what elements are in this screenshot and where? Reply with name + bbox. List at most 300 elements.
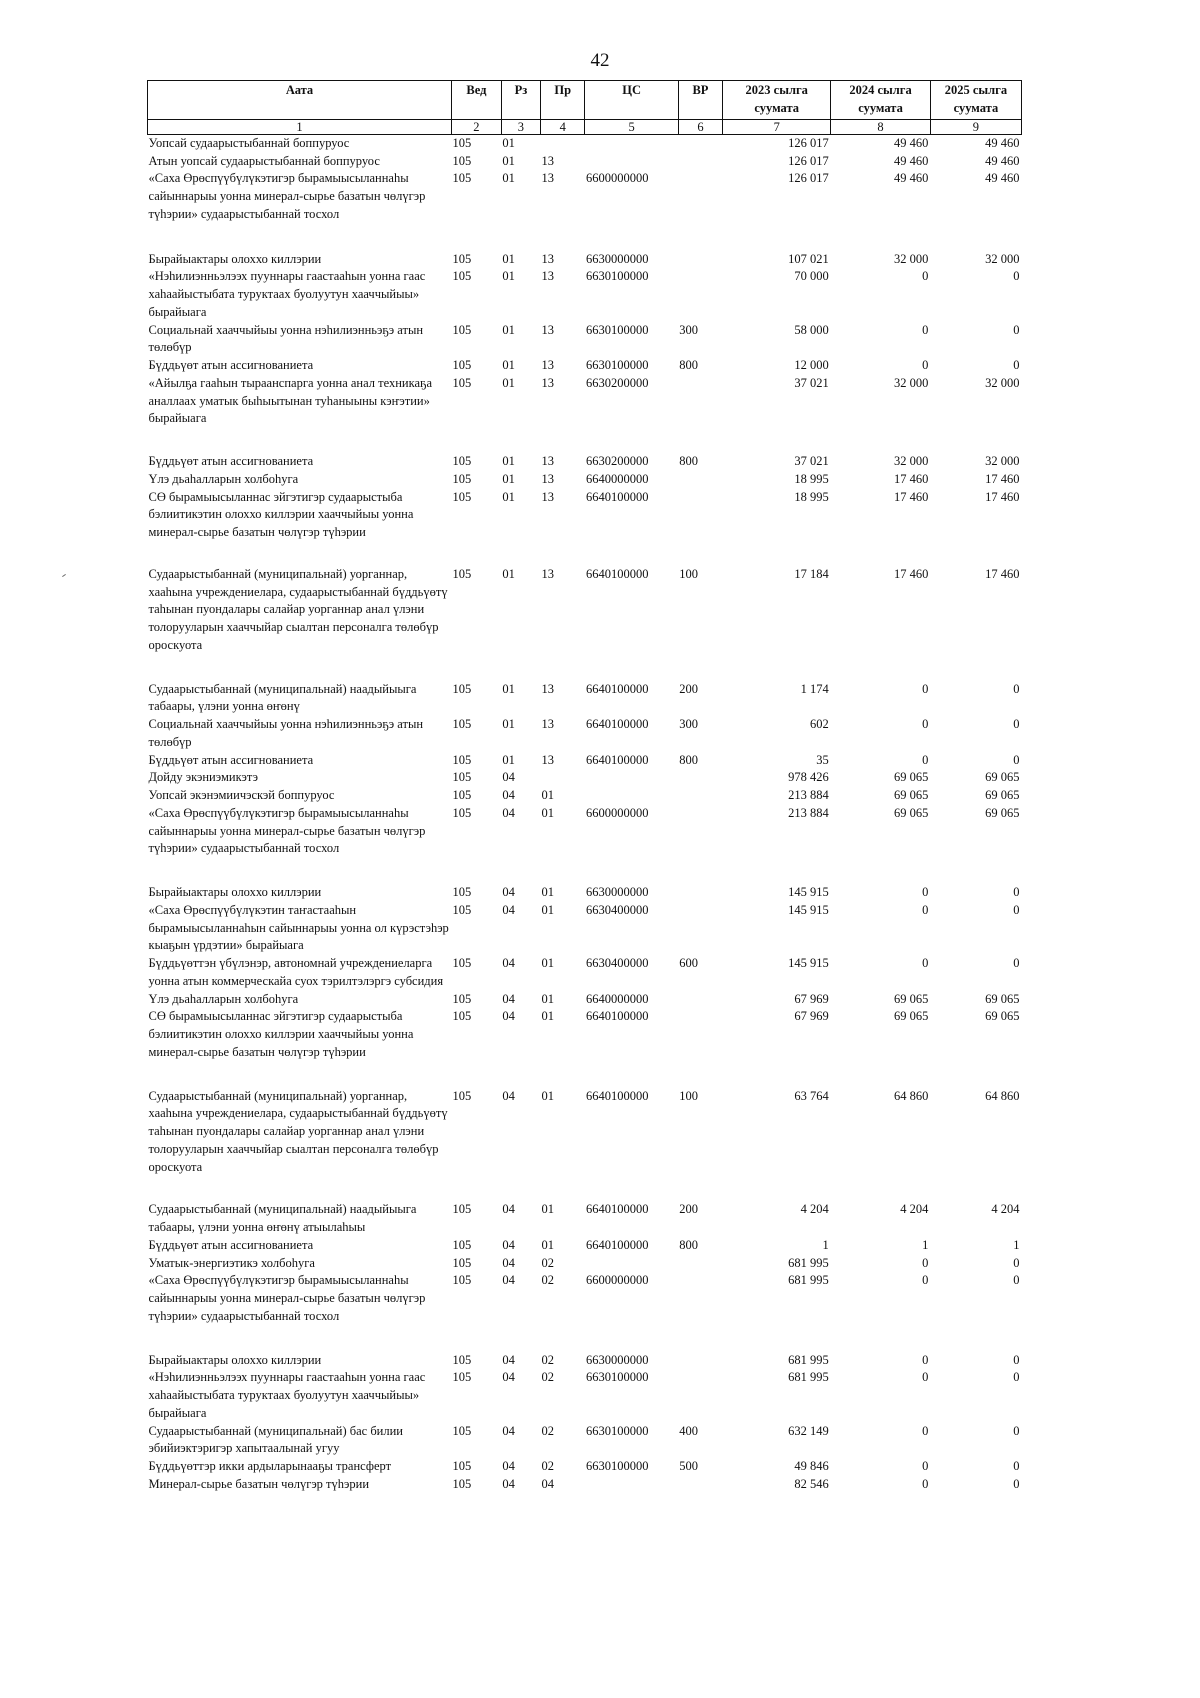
amount-2023: 681 995 [788, 1255, 829, 1270]
table-row [148, 1423, 1022, 1459]
row-name: Судаарыстыбаннай (муниципальнай) бас билии эбийиэктэригэр хапытаалынай угуу [148, 1423, 403, 1456]
ved-code: 105 [452, 770, 472, 785]
column-header: Аата [148, 81, 452, 120]
vr-code: 800 [679, 454, 698, 469]
pr-code: 13 [541, 454, 554, 469]
amount-2024: 0 [922, 1476, 929, 1491]
vr-code: 300 [679, 322, 698, 337]
pr-code: 01 [541, 902, 554, 917]
pr-code: 13 [541, 717, 554, 732]
amount-2023: 18 995 [794, 471, 829, 486]
amount-2025: 17 460 [985, 489, 1020, 504]
amount-2023: 213 884 [788, 805, 829, 820]
column-header: 2025 сылга суумата [930, 81, 1021, 120]
pr-code: 13 [541, 752, 554, 767]
amount-2024: 0 [922, 717, 929, 732]
vr-code [678, 1255, 722, 1273]
vr-code [678, 1352, 722, 1370]
table-row [148, 1272, 1022, 1351]
rz-code: 01 [502, 375, 515, 390]
table-row [148, 1237, 1022, 1255]
amount-2025: 0 [1013, 1423, 1020, 1438]
amount-2025: 0 [1013, 885, 1020, 900]
vr-code [678, 134, 722, 152]
amount-2023: 35 [816, 752, 829, 767]
vr-code: 500 [679, 1459, 698, 1474]
rz-code: 04 [502, 770, 515, 785]
vr-code [678, 471, 722, 489]
pr-code: 01 [541, 805, 554, 820]
vr-code [678, 153, 722, 171]
row-name: Бүддьүөт атын ассигнованиета [148, 358, 314, 373]
pr-code: 13 [541, 251, 554, 266]
cs-code: 6640000000 [585, 471, 649, 486]
cs-code: 6630100000 [585, 322, 649, 337]
row-name: Бүддьүөт атын ассигнованиета [148, 752, 314, 767]
amount-2024: 0 [922, 885, 929, 900]
amount-2025: 0 [1013, 681, 1020, 696]
ved-code: 105 [452, 752, 472, 767]
amount-2023: 1 [822, 1237, 829, 1252]
vr-code [678, 489, 722, 566]
amount-2024: 0 [922, 752, 929, 767]
ved-code: 105 [452, 681, 472, 696]
vr-code: 300 [679, 717, 698, 732]
table-row [148, 134, 1022, 152]
row-name: Атын уопсай судаарыстыбаннай боппуруос [148, 153, 380, 168]
cs-code [585, 153, 678, 171]
header-row [148, 81, 1022, 120]
amount-2023: 67 969 [794, 991, 829, 1006]
row-name: Судаарыстыбаннай (муниципальнай) наадыйыыга табаары, үлэни уонна өҥөнү [148, 681, 417, 714]
ved-code: 105 [452, 322, 472, 337]
pr-code: 02 [541, 1273, 554, 1288]
amount-2023: 126 017 [788, 135, 829, 150]
cs-code: 6630100000 [585, 1423, 649, 1438]
amount-2024: 69 065 [893, 805, 929, 820]
table-row [148, 1255, 1022, 1273]
column-header: Вед [452, 81, 502, 120]
cs-code: 6640100000 [585, 489, 649, 504]
amount-2025: 32 000 [985, 454, 1020, 469]
column-number: 5 [585, 119, 678, 134]
vr-code [678, 1369, 722, 1422]
amount-2023: 145 915 [788, 956, 829, 971]
amount-2025: 0 [1013, 956, 1020, 971]
pr-code: 02 [541, 1255, 554, 1270]
row-name: «Нэһилиэнньэлээх пууннары гаастааһын уонна гаас хаһаайыстыбата туруктаах буолуутун хааччыйыы» бырайыага [148, 1370, 426, 1420]
table-row [148, 453, 1022, 471]
rz-code: 01 [502, 566, 515, 581]
amount-2023: 681 995 [788, 1352, 829, 1367]
vr-code [678, 787, 722, 805]
pr-code: 01 [541, 956, 554, 971]
amount-2023: 58 000 [794, 322, 829, 337]
table-row [148, 716, 1022, 752]
row-name: Бырайыактары олоххо киллэрии [148, 885, 322, 900]
ved-code: 105 [452, 717, 472, 732]
amount-2023: 37 021 [794, 454, 829, 469]
pr-code: 02 [541, 1423, 554, 1438]
table-row [148, 153, 1022, 171]
rz-code: 01 [502, 322, 515, 337]
ved-code: 105 [452, 1009, 472, 1024]
table-row [148, 251, 1022, 269]
table-row [148, 752, 1022, 770]
amount-2025: 1 [1013, 1237, 1020, 1252]
amount-2025: 4 204 [991, 1202, 1020, 1217]
pr-code: 13 [541, 471, 554, 486]
ved-code: 105 [452, 1459, 472, 1474]
table-row [148, 375, 1022, 453]
row-name: Минерал-сырье базатын чөлүгэр түһэрии [148, 1476, 370, 1491]
budget-table [147, 80, 1022, 1494]
table-row [148, 1201, 1022, 1237]
row-name: «Саха Өрөспүүбүлүкэтигэр бырамыысыланнаһы сайыннарыы уонна минерал-сырье базатын чөлүгэр түһэрии» судаарыстыбаннай тосхол [148, 805, 426, 856]
ved-code: 105 [452, 956, 472, 971]
vr-code [678, 375, 722, 453]
amount-2025: 0 [1013, 322, 1020, 337]
row-name: Судаарыстыбаннай (муниципальнай) наадыйыыга табаары, үлэни уонна өҥөнү атыылаһыы [148, 1202, 417, 1235]
table-row [148, 991, 1022, 1009]
amount-2025: 64 860 [985, 1088, 1020, 1103]
row-name: Бүддьүөттэр икки ардыларынааҕы трансферт [148, 1459, 392, 1474]
amount-2023: 602 [809, 717, 829, 732]
column-header: 2024 сылга суумата [831, 81, 931, 120]
amount-2024: 17 460 [893, 489, 929, 504]
amount-2024: 0 [922, 1273, 929, 1288]
amount-2025: 0 [1013, 717, 1020, 732]
amount-2025: 49 460 [985, 135, 1020, 150]
pr-code: 13 [541, 269, 554, 284]
amount-2024: 4 204 [900, 1202, 929, 1217]
amount-2023: 82 546 [794, 1476, 829, 1491]
table-row [148, 1088, 1022, 1202]
amount-2025: 0 [1013, 752, 1020, 767]
cs-code: 6640100000 [585, 1202, 649, 1217]
row-name: «Саха Өрөспүүбүлүкэтигэр бырамыысыланнаһы сайыннарыы уонна минерал-сырье базатын чөлүгэр түһэрии» судаарыстыбаннай тосхол [148, 171, 426, 221]
table-row [148, 489, 1022, 566]
amount-2024: 1 [922, 1237, 929, 1252]
amount-2025: 0 [1013, 1273, 1020, 1288]
amount-2024: 64 860 [893, 1088, 929, 1103]
ved-code: 105 [452, 471, 472, 486]
table-row [148, 884, 1022, 902]
amount-2023: 17 184 [794, 566, 829, 581]
cs-code [585, 1255, 678, 1273]
column-header: 2023 сылга суумата [723, 81, 831, 120]
amount-2023: 978 426 [788, 770, 829, 785]
row-name: Уопсай судаарыстыбаннай боппуруос [148, 134, 452, 152]
ved-code: 105 [452, 135, 472, 150]
column-number: 1 [148, 119, 452, 134]
page-number: 42 [590, 50, 610, 71]
table-row [148, 902, 1022, 955]
cs-code: 6630200000 [585, 454, 649, 469]
vr-code: 800 [679, 1237, 698, 1252]
table-body [148, 134, 1022, 1493]
table-row [148, 1458, 1022, 1476]
rz-code: 04 [502, 1009, 515, 1024]
cs-code [585, 134, 678, 152]
table-row [148, 805, 1022, 884]
amount-2024: 69 065 [893, 788, 929, 803]
amount-2023: 213 884 [788, 788, 829, 803]
cs-code: 6640100000 [585, 681, 649, 696]
pr-code: 13 [541, 322, 554, 337]
row-name: Бырайыактары олоххо киллэрии [148, 251, 322, 266]
amount-2025: 69 065 [985, 991, 1020, 1006]
cs-code: 6640100000 [585, 1237, 649, 1252]
cs-code: 6630100000 [585, 269, 649, 284]
amount-2023: 12 000 [794, 358, 829, 373]
cs-code: 6630000000 [585, 251, 649, 266]
rz-code: 01 [502, 251, 515, 266]
rz-code: 01 [502, 171, 515, 186]
vr-code: 600 [679, 956, 698, 971]
amount-2024: 69 065 [893, 770, 929, 785]
rz-code: 04 [502, 885, 515, 900]
rz-code: 04 [502, 1476, 515, 1491]
ved-code: 105 [452, 1423, 472, 1438]
amount-2023: 63 764 [794, 1088, 829, 1103]
amount-2023: 18 995 [794, 489, 829, 504]
cs-code: 6600000000 [585, 171, 649, 186]
amount-2024: 69 065 [893, 1009, 929, 1024]
column-number-row [148, 119, 1022, 134]
table-row [148, 268, 1022, 321]
pr-code: 01 [541, 1237, 554, 1252]
amount-2025: 0 [1013, 1352, 1020, 1367]
cs-code [585, 787, 678, 805]
column-number: 8 [831, 119, 931, 134]
rz-code: 04 [502, 1255, 515, 1270]
table-row [148, 170, 1022, 250]
margin-mark [62, 574, 66, 577]
rz-code: 04 [502, 1237, 515, 1252]
amount-2023: 37 021 [794, 375, 829, 390]
row-name: Социальнай хааччыйыы уонна нэһилиэнньэҕэ атын төлөбүр [148, 717, 424, 749]
cs-code: 6630400000 [585, 956, 649, 971]
cs-code: 6640100000 [585, 1009, 649, 1024]
ved-code: 105 [452, 1088, 472, 1103]
ved-code: 105 [452, 991, 472, 1006]
amount-2023: 681 995 [788, 1370, 829, 1385]
ved-code: 105 [452, 1476, 472, 1491]
amount-2025: 49 460 [985, 153, 1020, 168]
amount-2023: 145 915 [788, 885, 829, 900]
rz-code: 04 [502, 991, 515, 1006]
column-header: ЦС [585, 81, 678, 120]
amount-2024: 32 000 [893, 454, 929, 469]
rz-code: 01 [502, 489, 515, 504]
table-row [148, 787, 1022, 805]
rz-code: 04 [502, 1370, 515, 1385]
table-row [148, 769, 1022, 787]
column-number: 6 [678, 119, 722, 134]
ved-code: 105 [452, 489, 472, 504]
cs-code: 6630200000 [585, 375, 649, 390]
cs-code: 6630100000 [585, 1370, 649, 1385]
ved-code: 105 [452, 454, 472, 469]
vr-code [678, 902, 722, 955]
amount-2023: 126 017 [788, 171, 829, 186]
rz-code: 04 [502, 1423, 515, 1438]
amount-2025: 0 [1013, 1459, 1020, 1474]
amount-2025: 69 065 [985, 1009, 1020, 1024]
amount-2025: 17 460 [985, 471, 1020, 486]
row-name: «Айылҕа гааһын тыраанспарга уонна анал техникаҕа аналлаах уматык быһыытынан туһаныыны кэҥэтии» бырайыага [148, 375, 433, 426]
amount-2024: 49 460 [893, 153, 929, 168]
row-name: Үлэ дьаһалларын холбоһуга [148, 471, 299, 486]
row-name: Бырайыактары олоххо киллэрии [148, 1352, 322, 1367]
vr-code: 800 [679, 752, 698, 767]
amount-2024: 32 000 [893, 375, 929, 390]
amount-2023: 1 174 [800, 681, 829, 696]
table-row [148, 955, 1022, 991]
rz-code: 04 [502, 1352, 515, 1367]
pr-code: 13 [541, 153, 554, 168]
amount-2024: 0 [922, 1423, 929, 1438]
table-row [148, 322, 1022, 358]
ved-code: 105 [452, 902, 472, 917]
pr-code [541, 134, 585, 152]
amount-2023: 107 021 [788, 251, 829, 266]
ved-code: 105 [452, 358, 472, 373]
rz-code: 01 [502, 135, 515, 150]
row-name: Судаарыстыбаннай (муниципальнай) уорганнар, хааһына учреждениелара, судаарыстыбаннай бүддьүөтү таһынан пуондалары салайар уорганнар анал үлэни толорууларын хааччыйар сыалтан персоналга төлөбүр ороскуота [148, 566, 448, 652]
table-row [148, 357, 1022, 375]
table-row [148, 1008, 1022, 1087]
cs-code: 6640100000 [585, 717, 649, 732]
cs-code: 6640000000 [585, 991, 649, 1006]
amount-2024: 0 [922, 956, 929, 971]
rz-code: 04 [502, 1202, 515, 1217]
amount-2024: 17 460 [893, 471, 929, 486]
amount-2023: 145 915 [788, 902, 829, 917]
rz-code: 04 [502, 902, 515, 917]
amount-2025: 0 [1013, 1255, 1020, 1270]
row-name: «Нэһилиэнньэлээх пууннары гаастааһын уонна гаас хаһаайыстыбата туруктаах буолуутун хааччыйыы» бырайыага [148, 269, 426, 319]
amount-2023: 126 017 [788, 153, 829, 168]
column-number: 7 [723, 119, 831, 134]
amount-2024: 0 [922, 1352, 929, 1367]
pr-code: 13 [541, 489, 554, 504]
amount-2024: 0 [922, 1255, 929, 1270]
row-name: Судаарыстыбаннай (муниципальнай) уорганнар, хааһына учреждениелара, судаарыстыбаннай бүддьүөтү таһынан пуондалары салайар уорганнар анал үлэни толорууларын хааччыйар сыалтан персоналга төлөбүр ороскуота [148, 1088, 448, 1174]
cs-code: 6630100000 [585, 1459, 649, 1474]
rz-code: 04 [502, 788, 515, 803]
vr-code: 200 [679, 1202, 698, 1217]
ved-code: 105 [452, 375, 472, 390]
row-name: СӨ бырамыысыланнас эйгэтигэр судаарыстыба бэлиитикэтин олоххо киллэрии хааччыйыы уонна минерал-сырье базатын чөлүгэр түһэрии [148, 1009, 414, 1059]
amount-2025: 17 460 [985, 566, 1020, 581]
vr-code [678, 805, 722, 884]
amount-2025: 69 065 [985, 805, 1020, 820]
amount-2025: 0 [1013, 269, 1020, 284]
amount-2025: 0 [1013, 902, 1020, 917]
amount-2024: 69 065 [893, 991, 929, 1006]
vr-code [678, 268, 722, 321]
pr-code: 01 [541, 885, 554, 900]
table-row [148, 681, 1022, 717]
vr-code [678, 769, 722, 787]
row-name: Уопсай экэнэмиичэскэй боппуруос [148, 788, 335, 803]
amount-2025: 49 460 [985, 171, 1020, 186]
cs-code: 6640100000 [585, 566, 649, 581]
rz-code: 04 [502, 1088, 515, 1103]
row-name: «Саха Өрөспүүбүлүкэтигэр бырамыысыланнаһы сайыннарыы уонна минерал-сырье базатын чөлүгэр түһэрии» судаарыстыбаннай тосхол [148, 1273, 426, 1323]
amount-2024: 17 460 [893, 566, 929, 581]
vr-code [678, 1476, 722, 1494]
pr-code: 13 [541, 171, 554, 186]
pr-code: 01 [541, 991, 554, 1006]
rz-code: 04 [502, 805, 515, 820]
pr-code: 02 [541, 1370, 554, 1385]
amount-2025: 0 [1013, 1476, 1020, 1491]
vr-code [678, 1272, 722, 1351]
table-row [148, 471, 1022, 489]
pr-code: 02 [541, 1459, 554, 1474]
amount-2024: 49 460 [893, 171, 929, 186]
rz-code: 01 [502, 681, 515, 696]
amount-2025: 32 000 [985, 375, 1020, 390]
pr-code: 13 [541, 681, 554, 696]
ved-code: 105 [452, 171, 472, 186]
cs-code: 6630000000 [585, 1352, 649, 1367]
amount-2023: 49 846 [794, 1459, 829, 1474]
table-row [148, 566, 1022, 681]
ved-code: 105 [452, 885, 472, 900]
amount-2024: 49 460 [893, 135, 929, 150]
cs-code: 6600000000 [585, 805, 649, 820]
vr-code: 800 [679, 358, 698, 373]
column-header: ВР [678, 81, 722, 120]
ved-code: 105 [452, 1273, 472, 1288]
amount-2023: 4 204 [800, 1202, 829, 1217]
table-header [148, 81, 1022, 135]
amount-2023: 70 000 [794, 269, 829, 284]
pr-code: 13 [541, 566, 554, 581]
table-row [148, 1369, 1022, 1422]
ved-code: 105 [452, 566, 472, 581]
pr-code: 01 [541, 1009, 554, 1024]
amount-2025: 69 065 [985, 770, 1020, 785]
rz-code: 04 [502, 956, 515, 971]
ved-code: 105 [452, 1255, 472, 1270]
column-header: Рз [501, 81, 540, 120]
cs-code: 6640100000 [585, 752, 649, 767]
ved-code: 105 [452, 805, 472, 820]
amount-2024: 0 [922, 358, 929, 373]
amount-2024: 32 000 [893, 251, 929, 266]
vr-code [678, 170, 722, 250]
rz-code: 04 [502, 1273, 515, 1288]
rz-code: 01 [502, 358, 515, 373]
rz-code: 01 [502, 153, 515, 168]
ved-code: 105 [452, 251, 472, 266]
amount-2023: 632 149 [788, 1423, 829, 1438]
rz-code: 01 [502, 471, 515, 486]
ved-code: 105 [452, 1202, 472, 1217]
pr-code: 13 [541, 375, 554, 390]
amount-2025: 69 065 [985, 788, 1020, 803]
rz-code: 01 [502, 752, 515, 767]
ved-code: 105 [452, 1237, 472, 1252]
cs-code: 6640100000 [585, 1088, 649, 1103]
row-name: Дойду экэниэмикэтэ [148, 770, 258, 785]
cs-code: 6600000000 [585, 1273, 649, 1288]
